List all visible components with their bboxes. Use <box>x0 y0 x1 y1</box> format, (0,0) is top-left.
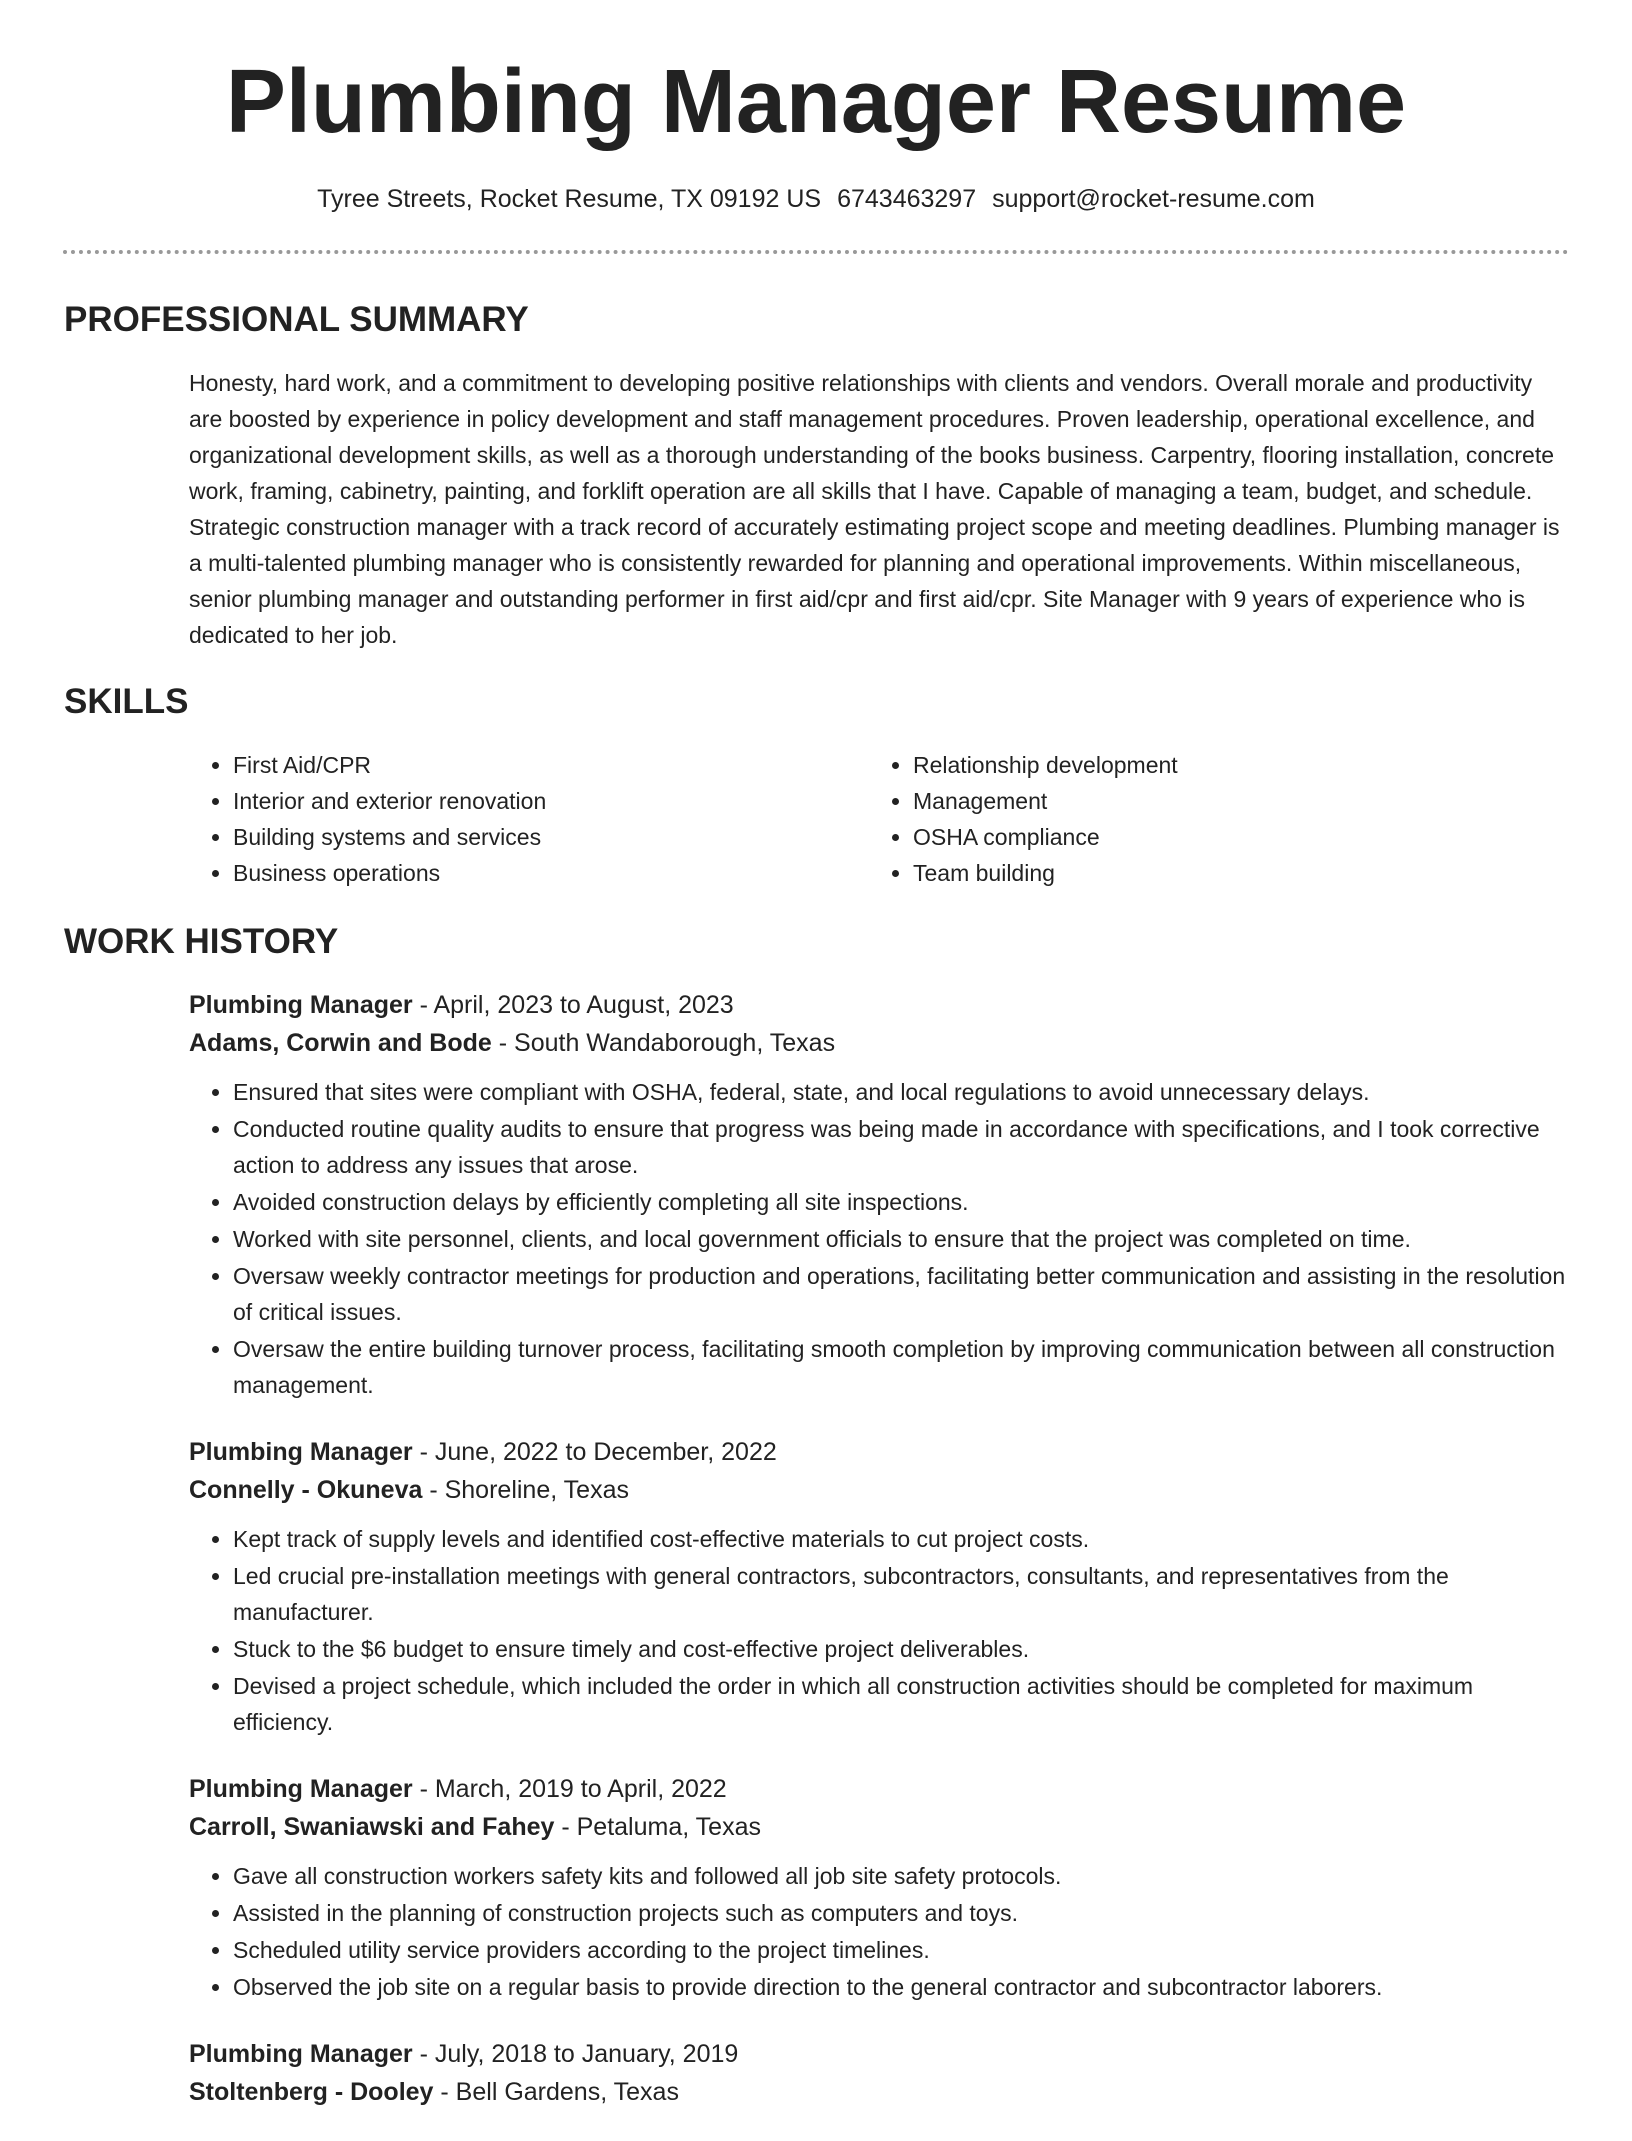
skills-list-right <box>869 747 1549 891</box>
job-entry <box>189 1433 1569 1740</box>
job-bullet: • Avoided construction delays by efficiently completing all site inspections. <box>233 1184 1569 1220</box>
job-bullets <box>189 1521 1569 1740</box>
skills-list-left <box>189 747 869 891</box>
skill-item: • First Aid/CPR <box>233 747 869 783</box>
work-history-heading: WORK HISTORY <box>64 922 339 961</box>
job-location: - Petaluma, Texas <box>554 1813 761 1841</box>
job-location: - Bell Gardens, Texas <box>433 2078 679 2106</box>
contact-phone: 6743463297 <box>837 185 977 213</box>
job-bullet: • Ensured that sites were compliant with OSHA, federal, state, and local regulations to avoid unnecessary delays. <box>233 1074 1569 1110</box>
job-company: Connelly - Okuneva <box>189 1476 423 1504</box>
job-bullet: • Scheduled utility service providers according to the project timelines. <box>233 1932 1569 1968</box>
job-company: Stoltenberg - Dooley <box>189 2078 434 2106</box>
job-bullet: • Assisted in the planning of construction projects such as computers and toys. <box>233 1895 1569 1931</box>
job-bullet: • Oversaw the entire building turnover process, facilitating smooth completion by improving communication between all construction management. <box>233 1331 1569 1403</box>
contact-address: Tyree Streets, Rocket Resume, TX 09192 US <box>317 185 822 213</box>
job-company: Carroll, Swaniawski and Fahey <box>189 1813 555 1841</box>
job-location: - Shoreline, Texas <box>422 1476 629 1504</box>
work-history-block <box>189 986 1569 2141</box>
job-title-line <box>189 986 1569 1024</box>
job-company-line <box>189 1808 1569 1846</box>
skills-block <box>189 747 1569 891</box>
job-bullet: • Observed the job site on a regular basis to provide direction to the general contractor and subcontractor laborers. <box>233 1969 1569 2005</box>
job-entry <box>189 986 1569 1403</box>
skills-heading: SKILLS <box>64 682 189 721</box>
job-company-line <box>189 2073 1569 2111</box>
job-bullets <box>189 1074 1569 1403</box>
skill-item: • OSHA compliance <box>913 819 1549 855</box>
job-title: Plumbing Manager <box>189 1438 413 1466</box>
summary-block <box>189 365 1569 653</box>
job-title: Plumbing Manager <box>189 991 413 1019</box>
skill-item: • Interior and exterior renovation <box>233 783 869 819</box>
job-dates: - March, 2019 to April, 2022 <box>412 1775 727 1803</box>
job-title: Plumbing Manager <box>189 2040 413 2068</box>
header-divider <box>63 250 1569 254</box>
job-bullet: • Stuck to the $6 budget to ensure timely and cost-effective project deliverables. <box>233 1631 1569 1667</box>
job-bullet: • Conducted routine quality audits to ensure that progress was being made in accordance with specifications, and I took corrective action to address any issues that arose. <box>233 1111 1569 1183</box>
job-dates: - July, 2018 to January, 2019 <box>412 2040 739 2068</box>
job-company: Adams, Corwin and Bode <box>189 1029 492 1057</box>
skill-item: • Building systems and services <box>233 819 869 855</box>
skill-item: • Relationship development <box>913 747 1549 783</box>
skill-item: • Team building <box>913 855 1549 891</box>
job-bullet: • Worked with site personnel, clients, and local government officials to ensure that the project was completed on time. <box>233 1221 1569 1257</box>
job-location: - South Wandaborough, Texas <box>491 1029 836 1057</box>
resume-title: Plumbing Manager Resume <box>225 52 1407 152</box>
job-bullets <box>189 1858 1569 2005</box>
job-bullet: • Gave all construction workers safety kits and followed all job site safety protocols. <box>233 1858 1569 1894</box>
job-bullet: • Kept track of supply levels and identified cost-effective materials to cut project costs. <box>233 1521 1569 1557</box>
job-company-line <box>189 1471 1569 1509</box>
contact-line <box>0 182 1632 216</box>
job-title-line <box>189 1770 1569 1808</box>
job-title-line <box>189 2035 1569 2073</box>
job-dates: - April, 2023 to August, 2023 <box>412 991 734 1019</box>
job-entry <box>189 2035 1569 2111</box>
job-bullet: • Oversaw weekly contractor meetings for production and operations, facilitating better communication and assisting in the resolution of critical issues. <box>233 1258 1569 1330</box>
job-title: Plumbing Manager <box>189 1775 413 1803</box>
job-title-line <box>189 1433 1569 1471</box>
skill-item: • Business operations <box>233 855 869 891</box>
contact-email: support@rocket-resume.com <box>992 185 1315 213</box>
job-company-line <box>189 1024 1569 1062</box>
job-entry <box>189 1770 1569 2005</box>
job-bullet: • Led crucial pre-installation meetings with general contractors, subcontractors, consultants, and representatives from the manufacturer. <box>233 1558 1569 1630</box>
summary-text: Honesty, hard work, and a commitment to developing positive relationships with clients and vendors. Overall morale and productivity are boosted by experience in policy development and staff management procedures. Proven leadership, operational excellence, and organizational development skills, as well as a thorough understanding of the books business. Carpentry, flooring installation, concrete work, framing, cabinetry, painting, and forklift operation are all skills that I have. Capable of managing a team, budget, and schedule. Strategic construction manager with a track record of accurately estimating project scope and meeting deadlines. Plumbing manager is a multi-talented plumbing manager who is consistently rewarded for planning and operational improvements. Within miscellaneous, senior plumbing manager and outstanding performer in first aid/cpr and first aid/cpr. Site Manager with 9 years of experience who is dedicated to her job. <box>189 370 1560 648</box>
summary-heading: PROFESSIONAL SUMMARY <box>64 300 529 339</box>
job-dates: - June, 2022 to December, 2022 <box>412 1438 777 1466</box>
job-bullet: • Devised a project schedule, which included the order in which all construction activities should be completed for maximum efficiency. <box>233 1668 1569 1740</box>
skill-item: • Management <box>913 783 1549 819</box>
